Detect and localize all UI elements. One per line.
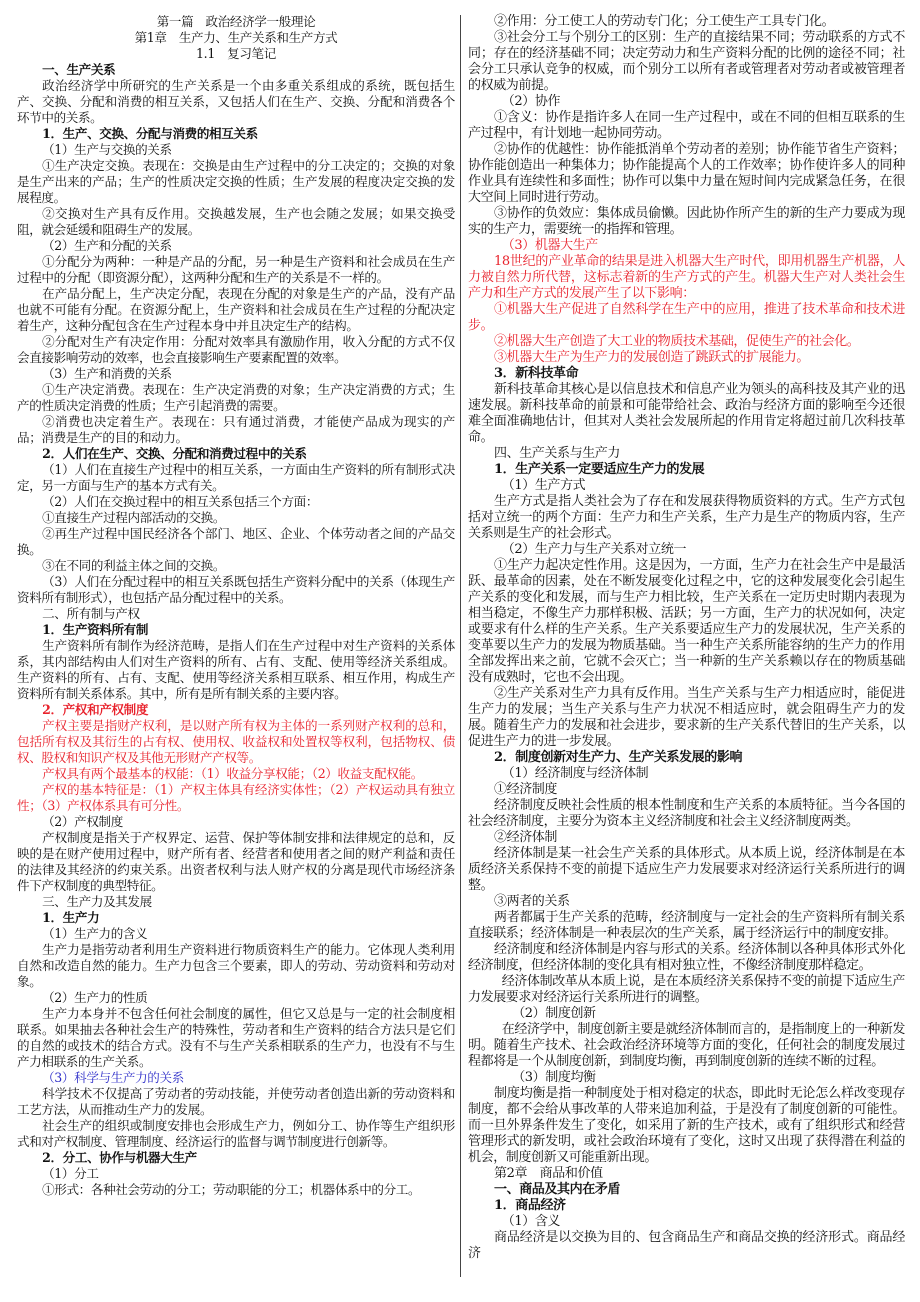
section-heading: 2．分工、协作与机器大生产 [42, 1150, 197, 1165]
left-column [17, 14, 455, 1198]
paragraph: （2）协作 [501, 94, 561, 109]
paragraph: 科学技术不仅提高了劳动者的劳动技能，并使劳动者创造出新的劳动资料和工艺方法，从而推动生产力的发展。 [17, 1086, 455, 1117]
paragraph: （2）产权制度 [42, 814, 123, 829]
paragraph: 生产方式是指人类社会为了存在和发展获得物质资料的方式。生产方式包括对立统一的两个方面：生产力和生产关系，生产力是生产的物质内容，生产关系则是生产的社会形式。 [468, 494, 905, 541]
paragraph: 18世纪的产业革命的结果是进入机器大生产时代，即用机器生产机器，人力被自然力所代替，这标志着新的生产方式的产生。机器大生产对人类社会生产力和生产方式的发展产生了以下影响： [468, 254, 905, 301]
paragraph: 产权主要是指财产权利，是以财产所有权为主体的一系列财产权利的总和，包括所有权及其衍生的占有权、使用权、收益权和处置权等权利，包括物权、债权、股权和知识产权及其他无形财产产权等。 [17, 718, 455, 765]
paragraph: （1）含义 [501, 1214, 561, 1229]
paragraph: ②作用：分工使工人的劳动专门化；分工使生产工具专门化。 [494, 14, 835, 29]
paragraph: ③机器大生产为生产力的发展创造了跳跃式的扩展能力。 [494, 350, 810, 365]
paragraph: 在经济学中，制度创新主要是就经济体制而言的，是指制度上的一种新发明。随着生产技术、社会政治经济环境等方面的变化，任何社会的制度发展过程都将是一个从制度创新，到制度均衡，再到制度创新的连续不断的过程。 [468, 1022, 905, 1069]
paragraph: （2）制度创新 [512, 1006, 596, 1021]
paragraph: 产权的基本特征是：（1）产权主体具有经济实体性；（2）产权运动具有独立性；（3）产权体系具有可分性。 [17, 782, 455, 813]
chapter-title: 第一篇 政治经济学一般理论 [156, 14, 316, 29]
paragraph: ①机器大生产促进了自然科学在生产中的应用，推进了技术革命和技术进步。 [468, 302, 905, 333]
paragraph: 制度均衡是指一种制度处于相对稳定的状态，即此时无论怎么样改变现存制度，都不会给从事改革的人带来追加利益，于是没有了制度创新的可能性。而一旦外界条件发生了变化，如采用了新的生产技术，或有了组织形式和经营管理形式的新发明，或社会政治环境有了变化，这时又出现了获得潜在利益的机会，制度创新又可能重新出现。 [468, 1086, 905, 1165]
paragraph: ③协作的负效应：集体成员偷懒。因此协作所产生的新的生产力要成为现实的生产力，需要统一的指挥和管理。 [468, 206, 905, 237]
paragraph: 生产资料所有制作为经济范畴，是指人们在生产过程中对生产资料的关系体系，其内部结构由人们对生产资料的所有、占有、支配、使用等经济关系组成。生产资料的所有、占有、支配、使用等经济关系相互联系、相互作用，构成生产资料所有制关系体系。其中，所有是所有制关系的主要内容。 [17, 638, 455, 701]
paragraph: ①生产决定交换。表现在：交换是由生产过程中的分工决定的；交换的对象是生产出来的产品；生产的性质决定交换的性质；生产发展的程度决定交换的发展程度。 [17, 158, 455, 205]
section-heading: 2．制度创新对生产力、生产关系发展的影响 [494, 750, 743, 765]
paragraph: （2）人们在交换过程中的相互关系包括三个方面： [42, 494, 319, 509]
paragraph: （1）生产与交换的关系 [42, 142, 172, 157]
paragraph: 三、生产力及其发展 [42, 894, 152, 909]
paragraph: ②协作的优越性：协作能抵消单个劳动者的差别；协作能节省生产资料；协作能创造出一种集体力；协作能提高个人的工作效率；协作使许多人的同种作业具有连续性和多面性；协作可以集中力量在短时间内完成紧急任务，在很大空间上同时进行劳动。 [468, 142, 905, 205]
paragraph: ①分配分为两种：一种是产品的分配，另一种是生产资料和社会成员在生产过程中的分配（即资源分配），这两种分配和生产的关系是不一样的。 [17, 254, 455, 285]
section-heading: 1．生产力 [42, 910, 100, 925]
paragraph: （1）人们在直接生产过程中的相互关系，一方面由生产资料的所有制形式决定，另一方面与生产的基本方式有关。 [17, 462, 455, 493]
paragraph: 两者都属于生产关系的范畴，经济制度与一定社会的生产资料所有制关系直接联系；经济体制是一种表层次的生产关系，属于经济运行中的制度安排。 [468, 910, 905, 941]
right-column [468, 14, 905, 1262]
section-heading: 一、生产关系 [42, 62, 116, 77]
paragraph: 经济制度和经济体制是内容与形式的关系。经济体制以各种具体形式外化经济制度，但经济体制的变化具有相对独立性，不像经济制度那样稳定。 [468, 942, 905, 973]
paragraph: ②分配对生产有决定作用：分配对效率具有激励作用，收入分配的方式不仅会直接影响劳动的效率，也会直接影响生产要素配置的效率。 [17, 334, 455, 365]
paragraph: （1）分工 [42, 1166, 99, 1181]
paragraph: （3）人们在分配过程中的相互关系既包括生产资料分配中的关系（体现生产资料所有制形式），也包括产品分配过程中的关系。 [17, 574, 455, 605]
paragraph: （3）生产和消费的关系 [42, 366, 172, 381]
section-heading: 3．新科技革命 [494, 366, 579, 381]
paragraph: 第2章 商品和价值 [494, 1166, 603, 1181]
section-heading: 一、商品及其内在矛盾 [494, 1182, 621, 1197]
paragraph: （2）生产力与生产关系对立统一 [501, 542, 687, 557]
chapter-title: 第1章 生产力、生产关系和生产方式 [134, 30, 338, 45]
paragraph: （3）制度均衡 [512, 1070, 596, 1085]
paragraph: 生产力本身并不包含任何社会制度的属性，但它又总是与一定的社会制度相联系。如果抽去各种社会生产的特殊性，劳动者和生产资料的结合方法只是它们的自然的或技术的结合方式。没有不与生产关系相联系的生产力，也没有不与生产力相联系的生产关系。 [17, 1006, 455, 1069]
paragraph: 商品经济是以交换为目的、包含商品生产和商品交换的经济形式。商品经济 [468, 1230, 905, 1261]
paragraph: ③在不同的利益主体之间的交换。 [42, 558, 226, 573]
paragraph: ②交换对生产具有反作用。交换越发展，生产也会随之发展；如果交换受阻，就会延缓和阻碍生产的发展。 [17, 206, 455, 237]
paragraph: 新科技革命其核心是以信息技术和信息产业为领头的高科技及其产业的迅速发展。新科技革命的前景和可能带给社会、政治与经济方面的影响至今还很难全面准确地估计，但其对人类社会发展所起的作用肯定将超过前几次科技革命。 [468, 382, 905, 445]
paragraph: 四、生产关系与生产力 [494, 446, 621, 461]
paragraph: 产权具有两个最基本的权能：（1）收益分享权能；（2）收益支配权能。 [42, 766, 423, 781]
section-heading: 1．生产、交换、分配与消费的相互关系 [42, 126, 258, 141]
paragraph: 二、所有制与产权 [42, 606, 140, 621]
paragraph: 经济体制是某一社会生产关系的具体形式。从本质上说，经济体制是在本质经济关系保持不变的前提下适应生产力发展要求对经济运行关系所进行的调整。 [468, 846, 905, 893]
paragraph: ②机器大生产创造了大工业的物质技术基础，促使生产的社会化。 [494, 334, 860, 349]
paragraph: ②再生产过程中国民经济各个部门、地区、企业、个体劳动者之间的产品交换。 [17, 526, 455, 557]
paragraph: ③社会分工与个别分工的区别：生产的直接结果不同；劳动联系的方式不同；存在的经济基础不同；决定劳动力和生产资料分配的比例的途径不同；社会分工只承认竞争的权威，而个别分工以所有者或管理者对劳动者或被管理者的权威为前提。 [468, 30, 905, 93]
paragraph: 经济制度反映社会性质的根本性制度和生产关系的本质特征。当今各国的社会经济制度，主要分为资本主义经济制度和社会主义经济制度两类。 [468, 798, 905, 829]
paragraph: （2）生产和分配的关系 [42, 238, 172, 253]
paragraph: （2）生产力的性质 [42, 990, 148, 1005]
paragraph: ②生产关系对生产力具有反作用。当生产关系与生产力相适应时，能促进生产力的发展；当生产关系与生产力状况不相适应时，就会阻碍生产力的发展。随着生产力的发展和社会进步，要求新的生产关系代替旧的生产关系，以促进生产力的进一步发展。 [468, 686, 905, 749]
paragraph: 政治经济学中所研究的生产关系是一个由多重关系组成的系统，既包括生产、交换、分配和消费的相互关系，又包括人们在生产、交换、分配和消费各个环节中的关系。 [17, 78, 455, 125]
paragraph: ①生产力起决定性作用。这是因为，一方面，生产力在社会生产中是最活跃、最革命的因素，处在不断发展变化过程之中，它的这种发展变化会引起生产关系的变化和发展，而与生产力相比较，生产关系在一定历史时期内表现为相当稳定，不像生产力那样积极、活跃；另一方面，生产力的状况如何，决定或要求有什么样的生产关系。生产关系要适应生产力的发展状况，生产关系的变革要以生产力的发展为物质基础。当一种生产关系所能容纳的生产力的作用全部发挥出来之前，它就不会灭亡；当一种新的生产关系赖以存在的物质基础没有成熟时，它也不会出现。 [468, 558, 905, 685]
paragraph: ①生产决定消费。表现在：生产决定消费的对象；生产决定消费的方式；生产的性质决定消费的性质；生产引起消费的需要。 [17, 382, 455, 413]
paragraph: ①直接生产过程内部活动的交换。 [42, 510, 226, 525]
paragraph: ①含义：协作是指许多人在同一生产过程中，或在不同的但相互联系的生产过程中，有计划地一起协同劳动。 [468, 110, 905, 141]
paragraph: 在产品分配上，生产决定分配，表现在分配的对象是生产的产品，没有产品也就不可能有分配。在资源分配上，生产资料和社会成员在生产过程的分配决定着生产，这种分配包含在生产过程本身中并且决定生产的结构。 [17, 286, 455, 333]
section-heading: 1．商品经济 [494, 1198, 566, 1213]
paragraph: （1）生产方式 [501, 478, 586, 493]
chapter-title: 1.1 复习笔记 [196, 46, 276, 61]
section-heading: 2．人们在生产、交换、分配和消费过程中的关系 [42, 446, 307, 461]
section-heading: 1．生产关系一定要适应生产力的发展 [494, 462, 705, 477]
paragraph: 生产力是指劳动者利用生产资料进行物质资料生产的能力。它体现人类利用自然和改造自然的能力。生产力包含三个要素，即人的劳动、劳动资料和劳动对象。 [17, 942, 455, 989]
section-heading: 1．生产资料所有制 [42, 622, 149, 637]
paragraph: （1）生产力的含义 [42, 926, 148, 941]
paragraph: （3）科学与生产力的关系 [42, 1070, 184, 1085]
paragraph: ②经济体制 [494, 830, 558, 845]
section-heading: 2．产权和产权制度 [42, 702, 149, 717]
paragraph: （3）机器大生产 [501, 238, 598, 253]
paragraph: ②消费也决定着生产。表现在：只有通过消费，才能使产品成为现实的产品；消费是生产的目的和动力。 [17, 414, 455, 445]
paragraph: 社会生产的组织或制度安排也会形成生产力，例如分工、协作等生产组织形式和对产权制度、管理制度、经济运行的监督与调节制度进行创新等。 [17, 1118, 455, 1149]
paragraph: ③两者的关系 [494, 894, 570, 909]
paragraph: （1）经济制度与经济体制 [501, 766, 649, 781]
paragraph: ①形式：各种社会劳动的分工；劳动职能的分工；机器体系中的分工。 [42, 1182, 421, 1197]
paragraph: 经济体制改革从本质上说，是在本质经济关系保持不变的前提下适应生产力发展要求对经济运行关系所进行的调整。 [468, 974, 905, 1005]
paragraph: 产权制度是指关于产权界定、运营、保护等体制安排和法律规定的总和，反映的是在财产使用过程中，财产所有者、经营者和使用者之间的财产利益和责任的法律及其经济的约束关系。出资者权利与法人财产权的分离是现代市场经济条件下产权制度的典型特征。 [17, 830, 455, 893]
paragraph: ①经济制度 [494, 782, 558, 797]
column-divider [460, 15, 461, 1277]
